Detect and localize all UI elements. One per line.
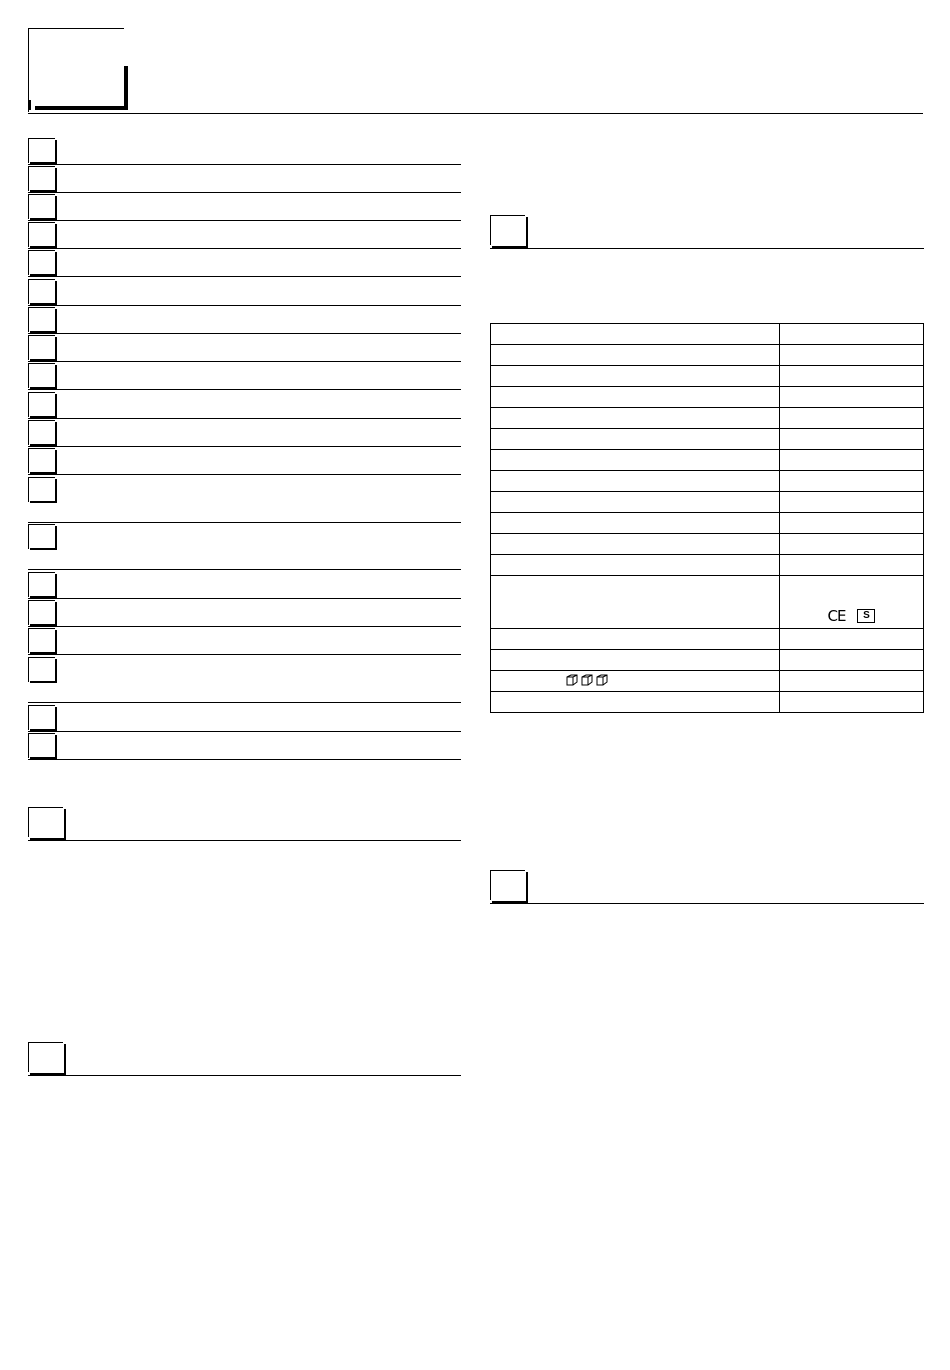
index-item-box: [28, 166, 57, 193]
chapter-number-box-shadow: [35, 66, 128, 110]
index-item-box: [28, 657, 57, 684]
cube-icon-group: [565, 673, 609, 690]
spec-value: [780, 450, 924, 471]
index-item-rule: [28, 220, 461, 221]
index-item-rule: [28, 305, 461, 306]
spec-value: [780, 492, 924, 513]
index-item-box: [28, 572, 57, 599]
index-item-box: [28, 194, 57, 221]
section-box: [490, 870, 528, 903]
index-item-rule: [28, 598, 461, 599]
spec-value: [780, 387, 924, 408]
spec-label: [491, 345, 780, 366]
spec-value: [780, 429, 924, 450]
s-mark-icon: S: [857, 609, 875, 623]
spec-label: [491, 650, 780, 671]
spec-value: [780, 345, 924, 366]
spec-row: [491, 629, 924, 650]
spec-row: [491, 513, 924, 534]
index-item-box: [28, 392, 57, 419]
spec-value: [780, 366, 924, 387]
spec-label: [491, 324, 780, 345]
spec-value: [780, 324, 924, 345]
spec-value: [780, 650, 924, 671]
index-item-rule: [28, 731, 461, 732]
index-item-box: [28, 524, 57, 551]
cube-icon: [565, 673, 579, 690]
index-item-box: [28, 733, 57, 760]
spec-row: [491, 324, 924, 345]
index-item-rule: [28, 276, 461, 277]
index-item-rule: [28, 248, 461, 249]
index-item-box: [28, 279, 57, 306]
index-item-box: [28, 600, 57, 627]
spec-row: [491, 450, 924, 471]
spec-value: [780, 629, 924, 650]
spec-label: [491, 671, 780, 692]
index-item-box: [28, 705, 57, 732]
index-item-rule: [28, 418, 461, 419]
spec-label: [491, 576, 780, 629]
spec-label: [491, 408, 780, 429]
spec-label: [491, 534, 780, 555]
index-item-rule: [28, 474, 461, 475]
spec-label: [491, 555, 780, 576]
index-item-rule: [28, 164, 461, 165]
section-rule: [28, 840, 461, 841]
index-item-rule: [28, 361, 461, 362]
spec-value: [780, 408, 924, 429]
certification-marks: [784, 607, 919, 628]
spec-row: [491, 408, 924, 429]
spec-label: [491, 513, 780, 534]
index-item-box: [28, 307, 57, 334]
spec-value: [780, 513, 924, 534]
index-item-rule: [28, 569, 461, 570]
spec-value: [780, 576, 924, 629]
index-item-box: [28, 250, 57, 277]
spec-label: [491, 429, 780, 450]
index-item-rule: [28, 192, 461, 193]
index-item-box: [28, 138, 57, 165]
spec-row: [491, 429, 924, 450]
index-item-rule: [28, 389, 461, 390]
cube-icon: [580, 673, 594, 690]
index-item-rule: [28, 654, 461, 655]
index-item-box: [28, 448, 57, 475]
spec-row: [491, 387, 924, 408]
section-rule: [490, 903, 924, 904]
spec-value: [780, 534, 924, 555]
index-item-rule: [28, 522, 461, 523]
cube-icon: [595, 673, 609, 690]
spec-label: [491, 366, 780, 387]
ce-mark-icon: CE: [827, 607, 846, 625]
spec-value: [780, 671, 924, 692]
index-item-box: [28, 335, 57, 362]
spec-row: [491, 534, 924, 555]
spec-row: [491, 692, 924, 713]
index-item-box: [28, 420, 57, 447]
spec-table: [490, 323, 924, 713]
index-item-box: [28, 222, 57, 249]
spec-label: [491, 387, 780, 408]
spec-row: [491, 492, 924, 513]
spec-label: [491, 692, 780, 713]
spec-row: [491, 671, 924, 692]
section-box: [490, 215, 528, 248]
spec-row: [491, 650, 924, 671]
spec-value: [780, 471, 924, 492]
spec-row: [491, 576, 924, 629]
section-rule: [28, 1075, 461, 1076]
index-item-rule: [28, 702, 461, 703]
spec-row: [491, 471, 924, 492]
index-item-rule: [28, 333, 461, 334]
spec-label: [491, 450, 780, 471]
index-item-box: [28, 628, 57, 655]
spec-row: [491, 345, 924, 366]
spec-row: [491, 555, 924, 576]
spec-label: [491, 492, 780, 513]
section-box: [28, 807, 66, 840]
spec-value: [780, 555, 924, 576]
spec-value: [780, 692, 924, 713]
spec-label: [491, 629, 780, 650]
spec-row: [491, 366, 924, 387]
index-item-rule: [28, 759, 461, 760]
header-rule: [28, 113, 923, 114]
index-item-box: [28, 363, 57, 390]
index-item-rule: [28, 626, 461, 627]
index-item-rule: [28, 446, 461, 447]
section-rule: [490, 248, 924, 249]
section-box: [28, 1042, 66, 1075]
spec-label: [491, 471, 780, 492]
index-item-box: [28, 477, 57, 504]
